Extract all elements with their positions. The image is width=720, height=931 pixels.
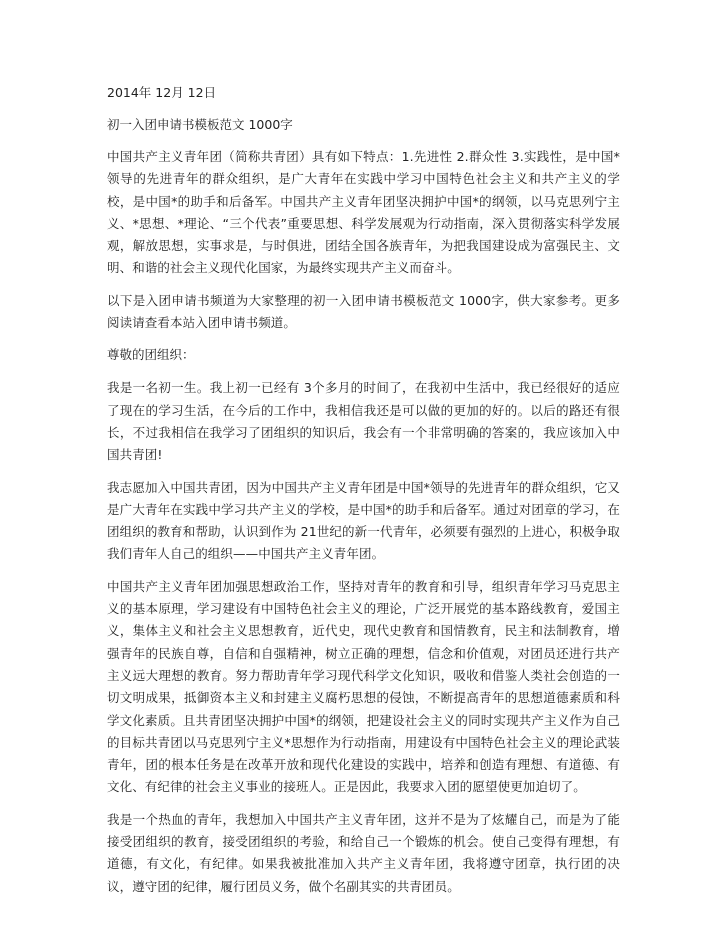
document-date: 2014年 12月 12日 [107,85,217,100]
paragraph-intro: 中国共产主义青年团（简称共青团）具有如下特点：1.先进性 2.群众性 3.实践性，是中国*领导的先进青年的群众组织，是广大青年在实践中学习中国特色社会主义和共产主义的学校，是中国*的助手和后备军。中国共产主义青年团坚决拥护中国*的纲领，以马克思列宁主义、*思想、*理论、“三个代表”重要思想、科学发展观为行动指南，深入贯彻落实科学发展观，解放思想，实事求是，与时俱进，团结全国各族青年，为把我国建设成为富强民主、文明、和谐的社会主义现代化国家，为最终实现共产主义而奋斗。 [107,149,620,276]
paragraph-self-intro: 我是一名初一生。我上初一已经有 3个多月的时间了，在我初中生活中，我已经很好的适应了现在的学习生活，在今后的工作中，我相信我还是可以做的更加的好的。以后的路还有很长，不过我相信在我学习了团组织的知识后，我会有一个非常明确的答案的，我应该加入中国共青团! [107,380,620,463]
paragraph-league-description: 中国共产主义青年团加强思想政治工作，坚持对青年的教育和引导，组织青年学习马克思主义的基本原理，学习建设有中国特色社会主义的理论，广泛开展党的基本路线教育，爱国主义，集体主义和社会主义思想教育，近代史，现代史教育和国情教育，民主和法制教育，增强青年的民族自尊，自信和自强精神，树立正确的理想，信念和价值观，对团员还进行共产主义远大理想的教育。努力帮助青年学习现代科学文化知识，吸收和借鉴人类社会创造的一切文明成果，抵御资本主义和封建主义腐朽思想的侵蚀，不断提高青年的思想道德素质和科学文化素质。且共青团坚决拥护中国*的纲领，把建设社会主义的同时实现共产主义作为自己的目标共青团以马克思列宁主义*思想作为行动指南，用建设有中国特色社会主义的理论武装青年，团的根本任务是在改革开放和现代化建设的实践中，培养和创造有理想、有道德、有文化、有纪律的社会主义事业的接班人。正是因此，我要求入团的愿望使更加迫切了。 [107,578,620,795]
paragraph-guide: 以下是入团申请书频道为大家整理的初一入团申请书模板范文 1000字，供大家参考。更多阅读请查看本站入团申请书频道。 [107,292,620,331]
salutation: 尊敬的团组织： [107,347,195,363]
paragraph-pledge: 我是一个热血的青年，我想加入中国共产主义青年团，这并不是为了炫耀自己，而是为了能接受团组织的教育，接受团组织的考验，和给自己一个锻炼的机会。使自己变得有理想，有道德，有文化，有纪律。如果我被批准加入共产主义青年团，我将遵守团章，执行团的决议，遵守团的纪律，履行团员义务，做个名副其实的共青团员。 [107,811,620,894]
paragraph-motivation: 我志愿加入中国共青团，因为中国共产主义青年团是中国*领导的先进青年的群众组织，它又是广大青年在实践中学习共产主义的学校，是中国*的助手和后备军。通过对团章的学习，在团组织的教育和帮助，认识到作为 21世纪的新一代青年，必须要有强烈的上进心，积极争取我们青年人自己的组织——中国共产主义青年团。 [107,479,620,562]
document-title: 初一入团申请书模板范文 1000字 [107,117,293,132]
